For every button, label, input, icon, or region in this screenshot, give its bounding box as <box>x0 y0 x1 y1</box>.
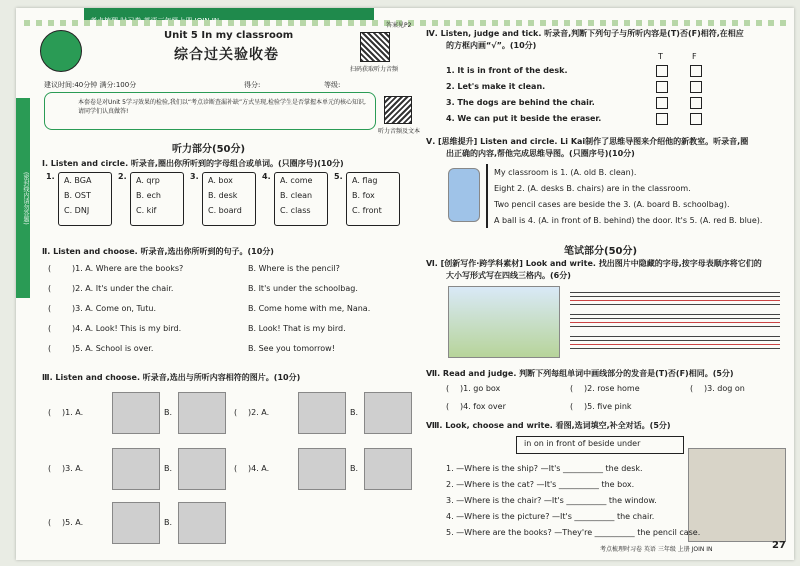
q4-f-label: F <box>692 52 697 61</box>
q1-option[interactable]: C. board <box>208 206 242 215</box>
writing-line[interactable] <box>570 318 780 319</box>
q8-dialogue[interactable]: 5. —Where are the books? —They're __________ the pencil case. <box>446 528 701 537</box>
grade-label: 等级: <box>324 81 341 89</box>
q3-paren: ( <box>48 408 52 417</box>
unit-title: Unit 5 In my classroom <box>164 30 294 41</box>
q3-picture-a[interactable] <box>112 448 160 490</box>
writing-line[interactable] <box>570 344 780 345</box>
q1-number: 5. <box>334 172 343 181</box>
written-section-title: 笔试部分(50分) <box>564 246 638 257</box>
q4-t-checkbox[interactable] <box>656 81 668 93</box>
logo-icon <box>40 30 82 72</box>
q3-picture-a[interactable] <box>298 448 346 490</box>
q1-number: 1. <box>46 172 55 181</box>
q1-option[interactable]: A. BGA <box>64 176 92 185</box>
q2-paren: ( <box>48 324 52 333</box>
q4-t-checkbox[interactable] <box>656 97 668 109</box>
q7-paren: ( <box>690 384 694 393</box>
exam-sheet <box>16 8 794 560</box>
q4-title: Ⅳ. Listen, judge and tick. 听录音,判断下列句子与所听内容是(T)否(F)相符,在相应 <box>426 29 744 38</box>
writing-line[interactable] <box>570 326 780 327</box>
q2-option-a[interactable]: )1. A. Where are the books? <box>72 264 184 273</box>
q2-option-b[interactable]: B. See you tomorrow! <box>248 344 335 353</box>
boy-figure-icon <box>448 168 480 222</box>
hidden-letters-picture <box>448 286 560 358</box>
q1-option[interactable]: B. desk <box>208 191 238 200</box>
qr-code-icon[interactable] <box>360 32 390 62</box>
q4-f-checkbox[interactable] <box>690 97 702 109</box>
q3-item-label[interactable]: )5. A. <box>62 518 84 527</box>
writing-line[interactable] <box>570 340 780 341</box>
q5-mindmap-line[interactable]: Two pencil cases are beside the 3. (A. board B. schoolbag). <box>494 200 730 209</box>
q7-word-pair[interactable]: )2. rose home <box>584 384 640 393</box>
q4-t-checkbox[interactable] <box>656 113 668 125</box>
q3-picture-a[interactable] <box>298 392 346 434</box>
q3-paren: ( <box>234 408 238 417</box>
q1-number: 4. <box>262 172 271 181</box>
q2-paren: ( <box>48 304 52 313</box>
q1-option[interactable]: A. box <box>208 176 233 185</box>
q1-title: Ⅰ. Listen and circle. 听录音,圈出你所听到的字母组合或单词。(只圈序号)(10分) <box>42 159 344 168</box>
q8-dialogue[interactable]: 2. —Where is the cat? —It's __________ the box. <box>446 480 635 489</box>
q1-option[interactable]: C. kif <box>136 206 157 215</box>
q6-title: Ⅵ. [创新写作·跨学科素材] Look and write. 找出图片中隐藏的字母,按字母表顺序将它们的 <box>426 259 762 268</box>
q2-option-a[interactable]: )3. A. Come on, Tutu. <box>72 304 156 313</box>
footer-text: 考点梳理时习卷 英语 三年级 上册 JOIN IN <box>600 546 713 553</box>
q1-number: 3. <box>190 172 199 181</box>
q3-picture-b[interactable] <box>364 448 412 490</box>
q2-paren: ( <box>48 264 52 273</box>
q7-paren: ( <box>570 384 574 393</box>
writing-line[interactable] <box>570 304 780 305</box>
q7-title: Ⅶ. Read and judge. 判断下列每组单词中画线部分的发音是(T)否(F)相同。(5分) <box>426 369 734 378</box>
q3-item-label[interactable]: )4. A. <box>248 464 270 473</box>
classroom-picture <box>688 448 786 542</box>
q1-option[interactable]: A. flag <box>352 176 378 185</box>
q7-word-pair[interactable]: )4. fox over <box>460 402 506 411</box>
mindmap-bracket <box>486 164 490 228</box>
q3-b-label: B. <box>350 464 359 473</box>
q2-paren: ( <box>48 344 52 353</box>
qr-code-audio-icon[interactable] <box>384 96 412 124</box>
spine-label: (密封线内请勿答题) <box>16 98 30 298</box>
q3-picture-b[interactable] <box>364 392 412 434</box>
score-label: 得分: <box>244 81 261 89</box>
q5-title: Ⅴ. [思维提升] Listen and circle. Li Kai制作了思维导图来介绍他的新教室。听录音,圈 <box>426 137 749 146</box>
writing-line[interactable] <box>570 300 780 301</box>
top-banner <box>84 8 374 20</box>
q4-title-2: 的方框内画“√”。(10分) <box>446 41 537 50</box>
q4-t-checkbox[interactable] <box>656 65 668 77</box>
q1-option[interactable]: A. come <box>280 176 313 185</box>
qr-note: 扫码获取听力音频 <box>350 66 399 73</box>
writing-line[interactable] <box>570 348 780 349</box>
q5-mindmap-line[interactable]: Eight 2. (A. desks B. chairs) are in the classroom. <box>494 184 691 193</box>
q5-title-2: 出正确的内容,帮他完成思维导图。(只圈序号)(10分) <box>446 149 635 158</box>
page-title: 综合过关验收卷 <box>174 47 279 63</box>
q2-option-a[interactable]: )5. A. School is over. <box>72 344 154 353</box>
q7-word-pair[interactable]: )5. five pink <box>584 402 632 411</box>
q4-statement: 2. Let's make it clean. <box>446 82 546 91</box>
q3-b-label: B. <box>350 408 359 417</box>
q1-option[interactable]: C. front <box>352 206 382 215</box>
writing-line[interactable] <box>570 322 780 323</box>
q3-picture-b[interactable] <box>178 448 226 490</box>
q2-option-b[interactable]: B. Where is the pencil? <box>248 264 340 273</box>
q4-t-label: T <box>658 52 663 61</box>
q2-option-b[interactable]: B. It's under the schoolbag. <box>248 284 358 293</box>
q2-option-a[interactable]: )4. A. Look! This is my bird. <box>72 324 182 333</box>
q3-picture-a[interactable] <box>112 392 160 434</box>
q6-title-2: 大小写形式写在四线三格内。(6分) <box>446 271 571 280</box>
writing-line[interactable] <box>570 336 780 337</box>
q7-word-pair[interactable]: )1. go box <box>460 384 501 393</box>
q3-title: Ⅲ. Listen and choose. 听录音,选出与所听内容相符的图片。(10分) <box>42 373 301 382</box>
q3-item-label[interactable]: )2. A. <box>248 408 270 417</box>
writing-line[interactable] <box>570 296 780 297</box>
intro-text: 本套卷是对Unit 5学习效果的检验,我们以“考点诊断查漏补缺”方式呈现,检验学生是否掌握本单元的核心知识,请同学们认真做答! <box>78 99 366 115</box>
q4-f-checkbox[interactable] <box>690 113 702 125</box>
q3-paren: ( <box>48 464 52 473</box>
q3-paren: ( <box>234 464 238 473</box>
q7-paren: ( <box>446 384 450 393</box>
q1-option[interactable]: B. fox <box>352 191 375 200</box>
q5-mindmap-line[interactable]: My classroom is 1. (A. old B. clean). <box>494 168 637 177</box>
page-number: 27 <box>772 540 786 551</box>
q3-b-label: B. <box>164 518 173 527</box>
qr-note-2: 听力音频及文本 <box>378 128 421 135</box>
answer-tag: 答案见P2 <box>386 22 412 29</box>
q2-paren: ( <box>48 284 52 293</box>
q1-option[interactable]: B. OST <box>64 191 91 200</box>
q3-paren: ( <box>48 518 52 527</box>
q3-b-label: B. <box>164 408 173 417</box>
listening-section-title: 听力部分(50分) <box>172 144 246 155</box>
wave-border-right <box>420 20 792 26</box>
q1-option[interactable]: B. ech <box>136 191 161 200</box>
wave-border <box>24 20 420 26</box>
q7-paren: ( <box>570 402 574 411</box>
q3-b-label: B. <box>164 464 173 473</box>
q7-word-pair[interactable]: )3. dog on <box>704 384 745 393</box>
q3-picture-a[interactable] <box>112 502 160 544</box>
q2-option-a[interactable]: )2. A. It's under the chair. <box>72 284 174 293</box>
q8-dialogue[interactable]: 1. —Where is the ship? —It's __________ the desk. <box>446 464 643 473</box>
q1-option[interactable]: C. class <box>280 206 311 215</box>
writing-line[interactable] <box>570 292 780 293</box>
q8-dialogue[interactable]: 3. —Where is the chair? —It's __________ the window. <box>446 496 657 505</box>
writing-line[interactable] <box>570 314 780 315</box>
q3-item-label[interactable]: )1. A. <box>62 408 84 417</box>
q1-option[interactable]: C. DNJ <box>64 206 90 215</box>
q4-f-checkbox[interactable] <box>690 65 702 77</box>
q4-f-checkbox[interactable] <box>690 81 702 93</box>
right-column <box>420 8 792 560</box>
q1-option[interactable]: B. clean <box>280 191 313 200</box>
left-column <box>24 8 420 560</box>
q3-picture-b[interactable] <box>178 392 226 434</box>
q4-statement: 1. It is in front of the desk. <box>446 66 568 75</box>
q1-number: 2. <box>118 172 127 181</box>
word-bank-text: in on in front of beside under <box>524 439 641 448</box>
q8-title: Ⅷ. Look, choose and write. 看图,选词填空,补全对话。(5分) <box>426 421 671 430</box>
q2-title: Ⅱ. Listen and choose. 听录音,选出你所听到的句子。(10分) <box>42 247 274 256</box>
q1-option[interactable]: A. qrp <box>136 176 160 185</box>
q2-option-b[interactable]: B. Come home with me, Nana. <box>248 304 371 313</box>
q5-mindmap-line[interactable]: A ball is 4. (A. in front of B. behind) the door. It's 5. (A. red B. blue). <box>494 216 763 225</box>
q4-statement: 3. The dogs are behind the chair. <box>446 98 595 107</box>
q3-picture-b[interactable] <box>178 502 226 544</box>
q4-statement: 4. We can put it beside the eraser. <box>446 114 602 123</box>
q3-item-label[interactable]: )3. A. <box>62 464 84 473</box>
q8-dialogue[interactable]: 4. —Where is the picture? —It's __________ the chair. <box>446 512 655 521</box>
q7-paren: ( <box>446 402 450 411</box>
time-info: 建议时间:40分钟 满分:100分 <box>44 81 137 89</box>
q2-option-b[interactable]: B. Look! That is my bird. <box>248 324 346 333</box>
